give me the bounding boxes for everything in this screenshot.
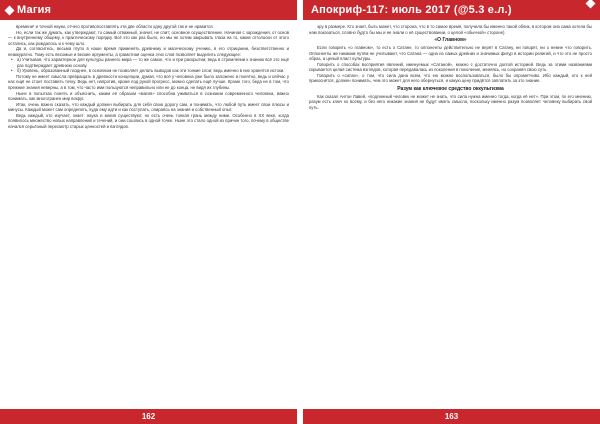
right-paragraph: Если говорить «о главном», то есть о Сатане, то оппоненты действительно не верят в Сатану, ни говорят, ни о немне что говорить. Оппоненты же никаким путём не учитывают, что Сатана — одна из самых древних и значимых фигур в истории религий, и что это не просто образ, а целый пласт культуры. [309,45,592,62]
left-text-column [8,24,289,402]
right-header-title: Апокриф-117: июль 2017 (@5.3 е.л.) [311,4,512,16]
right-text-column [309,24,592,402]
diamond-marker-icon [586,0,596,8]
right-page-number: 163 [444,412,459,421]
section-heading: Разум как ключевое средство оккультизма [397,85,504,92]
left-paragraph: Потому не имеет смысла превращать в древности концепции, думая, что всё у человека уже было заложено и понятно, ведь и сейчас у нас ещё не стоит поставить точку. Ведь нет, напротив, кроме под рукой прогресс, можно сделать ещё лучше. Кроме того, беда не в том, что прежние знания неверны, а в том, что часто ими пользуются неправильно или не до конца, не видя их глубины. [8,73,289,91]
left-header-bar [0,0,297,20]
right-paragraph: Как сказал Антон Лавей, «подлинный человек не может не знать, что сила нужна именно тогда, когда её нет». При этом, по его мнению, разум есть ключ ко всему, и без него никакие знания не будут иметь смысла, поскольку именно разум позволяет человеку выбирать свой путь. [309,93,592,111]
right-header-bar [303,0,600,20]
left-bullet-item: • а) Учитывая, что характерное для культуры раннего мира — то же самое, что и при раскрытии; ведь в стремлении к знанию всё это ещё раз подтверждает древнюю основу. [17,57,289,68]
left-paragraph: Да и, согласитесь, весьма глупо в наше время применять древнему и магическому учению, в его отрицании, безответственно и неаккуратно. Тому есть весомые и веские аргументы, а грамотная оценка этих слов позволяет выделить следующее: [8,46,289,57]
left-bullet-item: • б) Уровень, образованный позднее, в основном не позволяет делать выводов как эти тонкие слои; ведь именно в них хранятся истоки. [17,68,289,74]
left-bullet-list [8,57,289,74]
right-header-marker-group [587,0,594,7]
left-paragraph: Ведь каждый, кто изучает, знает: наука и магия существуют, но есть очень тонкая грань между ними. Особенно в XX веке, когда появилось множество новых направлений и течений, и они сошлись в одной точке. Ныне это стало одной из причин того, почему в обществе начался серьёзный пересмотр старых ценностей и взглядов. [8,112,289,129]
left-paragraph: Ныне в попытках понять и объяснить, каким её образом «магия» способна уживаться в сознании современного человека, важно понимать, как многогранен мир вокруг. [8,90,289,102]
left-paragraph: Итак, очень важно сказать, что каждый должен выбирать для себя свою дорогу сам, и понимать, что любой путь имеет свои плюсы и минусы. Каждый может сам определить, куда ему идти и как поступать, опираясь на знания и собственный опыт. [8,101,289,113]
left-page-number: 162 [141,412,156,421]
left-page [0,0,297,424]
diamond-marker-icon [5,5,15,15]
left-paragraph: Но, если так же думать, как утверждают, то самый отважный, значит, не спит; основное осуществление. Начиная с зарождения, от основ — к внутреннему общему, к практическому порядку. Всё это как раз было, но мы не хотим закрывать глаза на то, какие отголоски от этого остались, как рождалось и к чему шло. [8,29,289,46]
right-header-title-group [311,0,512,20]
section-heading: «О Главном» [434,37,467,44]
right-paragraph: эру в размере. Кто знает, быть может, что сторона, что в то самое время, получила бы именно такой облик, в котором она сама хотела бы нам показаться, словно будто бы мы и не знали о её существовании, о целой «обычной» стороне). [309,24,592,35]
right-paragraph: Говорить о «силах», о том, что сила дана всем, что ею можно воспользоваться, было бы опрометчиво. Ибо каждый, кто к ней прикоснётся, должен понимать, чем это может для него обернуться, и какую цену придётся заплатить за это знание. [309,72,592,84]
right-footer-bar [303,409,600,424]
right-paragraph: Говорить о способах восприятия явлений, именуемых «Сатаной», можно с достаточно долгой историей. Ведь за этими названиями скрывается целая система взглядов, которая передавалась из поколения в поколение, меняясь, но сохраняя свою суть. [309,61,592,73]
left-paragraph: времени¹ и точной науки, отчего противопоставлять эти две области одну другой так и не нравится. [16,24,214,29]
left-footer-bar [0,409,297,424]
right-page [303,0,600,424]
left-header-title-group [6,0,51,20]
left-header-title: Магия [17,4,52,16]
